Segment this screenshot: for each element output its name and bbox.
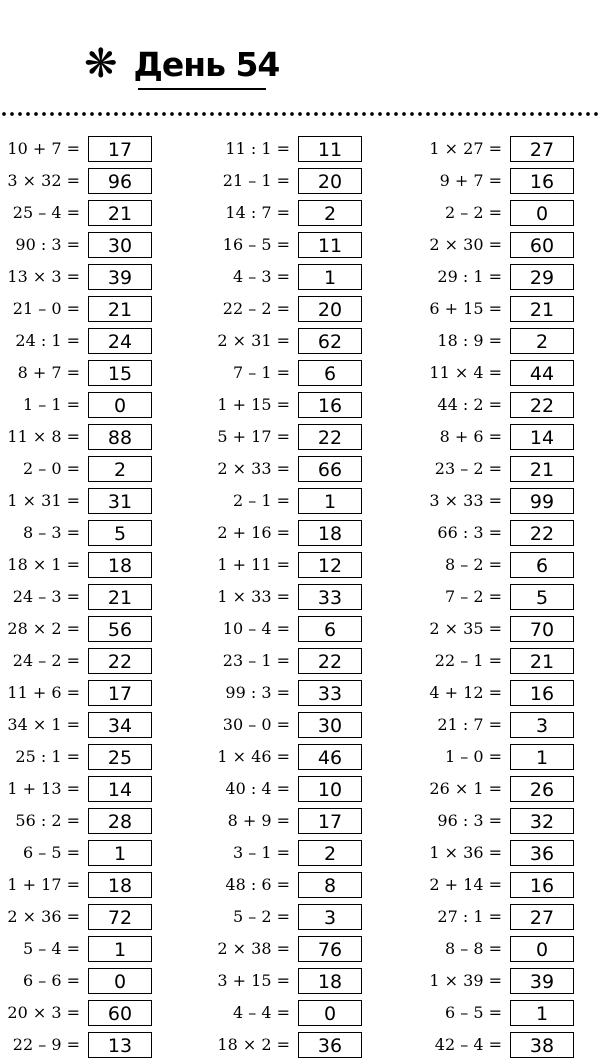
exercise-row — [0, 968, 152, 1000]
exercise-expression: 14 : 7 = — [225, 203, 290, 222]
exercise-row — [0, 616, 152, 648]
exercise-column-3 — [422, 136, 574, 1064]
exercise-row — [422, 136, 574, 168]
exercise-expression: 8 – 3 = — [22, 523, 80, 542]
exercise-expression: 10 – 4 = — [222, 619, 290, 638]
exercise-row — [422, 680, 574, 712]
answer-box[interactable]: 88 — [88, 424, 152, 450]
exercise-expression: 1 × 27 = — [429, 139, 502, 158]
exercise-expression: 28 × 2 = — [7, 619, 80, 638]
exercise-expression: 29 : 1 = — [437, 267, 502, 286]
answer-box[interactable]: 1 — [88, 840, 152, 866]
exercise-row — [0, 232, 152, 264]
exercise-row — [422, 808, 574, 840]
exercise-expression: 1 × 33 = — [217, 587, 290, 606]
exercise-row — [422, 520, 574, 552]
exercise-expression: 24 : 1 = — [15, 331, 80, 350]
exercise-expression: 99 : 3 = — [225, 683, 290, 702]
exercise-row — [422, 648, 574, 680]
exercise-row — [422, 712, 574, 744]
exercise-expression: 2 × 36 = — [7, 907, 80, 926]
exercise-row — [422, 1032, 574, 1064]
exercise-expression: 8 – 8 = — [444, 939, 502, 958]
exercise-expression: 11 × 8 = — [7, 427, 80, 446]
answer-box[interactable]: 18 — [88, 552, 152, 578]
exercise-row — [0, 584, 152, 616]
answer-box[interactable]: 99 — [510, 488, 574, 514]
answer-box[interactable]: 76 — [298, 936, 362, 962]
answer-box[interactable]: 36 — [298, 1032, 362, 1058]
answer-box[interactable]: 3 — [510, 712, 574, 738]
answer-box[interactable]: 21 — [510, 456, 574, 482]
exercise-expression: 8 + 9 = — [227, 811, 290, 830]
answer-box[interactable]: 16 — [510, 680, 574, 706]
exercise-row — [422, 232, 574, 264]
exercise-row — [210, 712, 362, 744]
answer-box[interactable]: 28 — [88, 808, 152, 834]
exercise-expression: 5 – 4 = — [22, 939, 80, 958]
exercise-row — [210, 456, 362, 488]
answer-box[interactable]: 6 — [298, 616, 362, 642]
answer-box[interactable]: 33 — [298, 584, 362, 610]
answer-box[interactable]: 60 — [510, 232, 574, 258]
exercise-row — [0, 936, 152, 968]
exercise-row — [210, 200, 362, 232]
answer-box[interactable]: 22 — [298, 648, 362, 674]
exercise-expression: 40 : 4 = — [225, 779, 290, 798]
answer-box[interactable]: 17 — [88, 680, 152, 706]
answer-box[interactable]: 17 — [88, 136, 152, 162]
exercise-expression: 2 × 35 = — [429, 619, 502, 638]
exercise-expression: 96 : 3 = — [437, 811, 502, 830]
answer-box[interactable]: 0 — [88, 968, 152, 994]
answer-box[interactable]: 10 — [298, 776, 362, 802]
exercise-row — [422, 200, 574, 232]
exercise-row — [0, 200, 152, 232]
exercise-expression: 24 – 2 = — [12, 651, 80, 670]
answer-box[interactable]: 0 — [510, 936, 574, 962]
exercise-expression: 4 – 4 = — [232, 1003, 290, 1022]
exercise-row — [210, 584, 362, 616]
answer-box[interactable]: 18 — [88, 872, 152, 898]
answer-box[interactable]: 12 — [298, 552, 362, 578]
exercise-row — [422, 968, 574, 1000]
exercise-row — [422, 584, 574, 616]
exercise-row — [210, 808, 362, 840]
exercise-row — [422, 904, 574, 936]
exercise-expression: 8 – 2 = — [444, 555, 502, 574]
exercise-expression: 18 × 1 = — [7, 555, 80, 574]
exercise-row — [210, 520, 362, 552]
exercise-row — [210, 328, 362, 360]
answer-box[interactable]: 21 — [88, 296, 152, 322]
exercise-row — [422, 872, 574, 904]
answer-box[interactable]: 66 — [298, 456, 362, 482]
answer-box[interactable]: 25 — [88, 744, 152, 770]
answer-box[interactable]: 8 — [298, 872, 362, 898]
exercise-expression: 21 – 1 = — [222, 171, 290, 190]
answer-box[interactable]: 0 — [88, 392, 152, 418]
answer-box[interactable]: 30 — [88, 232, 152, 258]
exercise-expression: 4 – 3 = — [232, 267, 290, 286]
exercise-expression: 7 – 2 = — [444, 587, 502, 606]
answer-box[interactable]: 21 — [88, 584, 152, 610]
answer-box[interactable]: 31 — [88, 488, 152, 514]
answer-box[interactable]: 38 — [510, 1032, 574, 1058]
answer-box[interactable]: 16 — [298, 392, 362, 418]
answer-box[interactable]: 16 — [510, 872, 574, 898]
exercise-row — [422, 1000, 574, 1032]
exercise-row — [210, 488, 362, 520]
exercise-expression: 2 × 30 = — [429, 235, 502, 254]
exercise-expression: 9 + 7 = — [439, 171, 502, 190]
answer-box[interactable]: 36 — [510, 840, 574, 866]
exercise-expression: 1 – 0 = — [444, 747, 502, 766]
exercise-row — [422, 840, 574, 872]
exercise-row — [210, 744, 362, 776]
answer-box[interactable]: 60 — [88, 1000, 152, 1026]
exercise-row — [210, 136, 362, 168]
page-title: День 54 — [133, 44, 280, 84]
answer-box[interactable]: 72 — [88, 904, 152, 930]
answer-box[interactable]: 26 — [510, 776, 574, 802]
exercise-expression: 8 + 7 = — [17, 363, 80, 382]
answer-box[interactable]: 1 — [298, 488, 362, 514]
exercise-expression: 3 × 33 = — [429, 491, 502, 510]
exercise-expression: 1 × 39 = — [429, 971, 502, 990]
exercise-row — [210, 968, 362, 1000]
answer-box[interactable]: 56 — [88, 616, 152, 642]
exercise-row — [210, 1032, 362, 1064]
exercise-row — [422, 488, 574, 520]
answer-box[interactable]: 17 — [298, 808, 362, 834]
exercise-row — [422, 264, 574, 296]
exercise-row — [422, 392, 574, 424]
exercise-expression: 3 + 15 = — [217, 971, 290, 990]
exercise-expression: 56 : 2 = — [15, 811, 80, 830]
exercise-row — [0, 456, 152, 488]
exercise-row — [210, 616, 362, 648]
exercise-expression: 66 : 3 = — [437, 523, 502, 542]
exercise-expression: 2 – 1 = — [232, 491, 290, 510]
answer-box[interactable]: 21 — [510, 296, 574, 322]
exercise-row — [210, 648, 362, 680]
answer-box[interactable]: 24 — [88, 328, 152, 354]
exercise-row — [210, 296, 362, 328]
exercise-row — [0, 520, 152, 552]
exercise-expression: 18 × 2 = — [217, 1035, 290, 1054]
answer-box[interactable]: 20 — [298, 168, 362, 194]
exercise-row — [422, 552, 574, 584]
exercise-expression: 21 : 7 = — [437, 715, 502, 734]
exercise-expression: 34 × 1 = — [7, 715, 80, 734]
answer-box[interactable]: 20 — [298, 296, 362, 322]
answer-box[interactable]: 1 — [510, 744, 574, 770]
exercise-row — [0, 776, 152, 808]
answer-box[interactable]: 62 — [298, 328, 362, 354]
exercise-expression: 24 – 3 = — [12, 587, 80, 606]
exercise-expression: 5 – 2 = — [232, 907, 290, 926]
exercise-row — [210, 168, 362, 200]
answer-box[interactable]: 70 — [510, 616, 574, 642]
exercise-expression: 2 – 0 = — [22, 459, 80, 478]
exercise-expression: 2 × 38 = — [217, 939, 290, 958]
exercise-expression: 16 – 5 = — [222, 235, 290, 254]
exercise-row — [0, 840, 152, 872]
exercise-row — [0, 872, 152, 904]
exercise-expression: 2 – 2 = — [444, 203, 502, 222]
answer-box[interactable]: 27 — [510, 136, 574, 162]
exercise-expression: 2 + 16 = — [217, 523, 290, 542]
exercise-row — [210, 776, 362, 808]
exercise-row — [0, 1032, 152, 1064]
exercise-expression: 1 + 15 = — [217, 395, 290, 414]
answer-box[interactable]: 14 — [88, 776, 152, 802]
exercise-row — [0, 712, 152, 744]
exercise-expression: 2 × 33 = — [217, 459, 290, 478]
answer-box[interactable]: 34 — [88, 712, 152, 738]
exercise-row — [210, 1000, 362, 1032]
exercise-row — [422, 936, 574, 968]
exercise-row — [0, 392, 152, 424]
answer-box[interactable]: 3 — [298, 904, 362, 930]
exercise-expression: 25 : 1 = — [15, 747, 80, 766]
answer-box[interactable]: 33 — [298, 680, 362, 706]
exercise-expression: 1 + 13 = — [7, 779, 80, 798]
exercise-row — [422, 296, 574, 328]
answer-box[interactable]: 6 — [298, 360, 362, 386]
answer-box[interactable]: 2 — [298, 840, 362, 866]
exercise-expression: 3 – 1 = — [232, 843, 290, 862]
exercise-expression: 2 + 14 = — [429, 875, 502, 894]
answer-box[interactable]: 1 — [88, 936, 152, 962]
exercise-column-1 — [0, 136, 152, 1064]
answer-box[interactable]: 5 — [88, 520, 152, 546]
exercise-row — [210, 392, 362, 424]
answer-box[interactable]: 21 — [510, 648, 574, 674]
exercise-expression: 11 × 4 = — [429, 363, 502, 382]
answer-box[interactable]: 30 — [298, 712, 362, 738]
page-header — [84, 36, 279, 92]
exercise-column-2 — [210, 136, 362, 1064]
exercise-expression: 8 + 6 = — [439, 427, 502, 446]
answer-box[interactable]: 2 — [298, 200, 362, 226]
answer-box[interactable]: 22 — [510, 520, 574, 546]
exercise-row — [0, 1000, 152, 1032]
answer-box[interactable]: 14 — [510, 424, 574, 450]
exercise-expression: 10 + 7 = — [7, 139, 80, 158]
exercise-expression: 1 + 17 = — [7, 875, 80, 894]
exercise-row — [422, 168, 574, 200]
exercise-expression: 42 – 4 = — [434, 1035, 502, 1054]
exercise-expression: 5 + 17 = — [217, 427, 290, 446]
exercise-expression: 30 – 0 = — [222, 715, 290, 734]
answer-box[interactable]: 29 — [510, 264, 574, 290]
exercise-expression: 23 – 2 = — [434, 459, 502, 478]
exercise-row — [210, 904, 362, 936]
exercise-expression: 27 : 1 = — [437, 907, 502, 926]
exercise-expression: 1 – 1 = — [22, 395, 80, 414]
dotted-divider — [0, 111, 599, 117]
answer-box[interactable]: 6 — [510, 552, 574, 578]
exercise-expression: 26 × 1 = — [429, 779, 502, 798]
answer-box[interactable]: 13 — [88, 1032, 152, 1058]
answer-box[interactable]: 44 — [510, 360, 574, 386]
answer-box[interactable]: 96 — [88, 168, 152, 194]
exercise-expression: 1 + 11 = — [217, 555, 290, 574]
exercise-row — [422, 328, 574, 360]
answer-box[interactable]: 0 — [298, 1000, 362, 1026]
exercise-row — [0, 136, 152, 168]
exercise-row — [422, 360, 574, 392]
exercise-expression: 1 × 31 = — [7, 491, 80, 510]
exercise-expression: 22 – 9 = — [12, 1035, 80, 1054]
exercise-row — [0, 296, 152, 328]
exercise-expression: 6 + 15 = — [429, 299, 502, 318]
exercise-row — [0, 360, 152, 392]
exercise-row — [210, 840, 362, 872]
title-underline — [138, 88, 266, 90]
answer-box[interactable]: 27 — [510, 904, 574, 930]
exercise-row — [0, 488, 152, 520]
exercise-row — [0, 264, 152, 296]
exercise-row — [422, 456, 574, 488]
exercise-expression: 44 : 2 = — [437, 395, 502, 414]
exercise-row — [210, 232, 362, 264]
exercise-row — [210, 936, 362, 968]
exercise-row — [210, 264, 362, 296]
exercise-row — [0, 168, 152, 200]
answer-box[interactable]: 15 — [88, 360, 152, 386]
answer-box[interactable]: 32 — [510, 808, 574, 834]
exercise-row — [0, 424, 152, 456]
exercise-row — [210, 424, 362, 456]
exercise-expression: 20 × 3 = — [7, 1003, 80, 1022]
exercise-row — [210, 680, 362, 712]
exercise-expression: 18 : 9 = — [437, 331, 502, 350]
answer-box[interactable]: 2 — [510, 328, 574, 354]
exercise-row — [422, 616, 574, 648]
answer-box[interactable]: 11 — [298, 136, 362, 162]
snowflake-asterisk-icon: ❋ — [84, 41, 118, 87]
exercise-row — [210, 360, 362, 392]
exercise-row — [0, 680, 152, 712]
answer-box[interactable]: 16 — [510, 168, 574, 194]
exercise-row — [422, 744, 574, 776]
answer-box[interactable]: 22 — [298, 424, 362, 450]
answer-box[interactable]: 22 — [510, 392, 574, 418]
exercise-row — [422, 424, 574, 456]
exercise-expression: 48 : 6 = — [225, 875, 290, 894]
exercise-row — [0, 744, 152, 776]
answer-box[interactable]: 5 — [510, 584, 574, 610]
answer-box[interactable]: 0 — [510, 200, 574, 226]
answer-box[interactable]: 11 — [298, 232, 362, 258]
exercise-row — [0, 808, 152, 840]
exercise-expression: 2 × 31 = — [217, 331, 290, 350]
exercise-row — [0, 904, 152, 936]
answer-box[interactable]: 46 — [298, 744, 362, 770]
exercise-expression: 6 – 5 = — [22, 843, 80, 862]
answer-box[interactable]: 1 — [298, 264, 362, 290]
exercise-row — [0, 648, 152, 680]
answer-box[interactable]: 1 — [510, 1000, 574, 1026]
exercise-expression: 11 : 1 = — [225, 139, 290, 158]
exercise-expression: 11 + 6 = — [7, 683, 80, 702]
exercise-expression: 23 – 1 = — [222, 651, 290, 670]
exercise-expression: 7 – 1 = — [232, 363, 290, 382]
exercise-expression: 22 – 2 = — [222, 299, 290, 318]
answer-box[interactable]: 18 — [298, 968, 362, 994]
answer-box[interactable]: 22 — [88, 648, 152, 674]
answer-box[interactable]: 2 — [88, 456, 152, 482]
exercise-expression: 6 – 5 = — [444, 1003, 502, 1022]
exercise-expression: 1 × 46 = — [217, 747, 290, 766]
exercise-row — [422, 776, 574, 808]
answer-box[interactable]: 18 — [298, 520, 362, 546]
exercise-expression: 6 – 6 = — [22, 971, 80, 990]
exercise-row — [210, 872, 362, 904]
exercise-expression: 4 + 12 = — [429, 683, 502, 702]
answer-box[interactable]: 21 — [88, 200, 152, 226]
exercise-expression: 90 : 3 = — [15, 235, 80, 254]
exercise-row — [210, 552, 362, 584]
exercise-row — [0, 552, 152, 584]
exercise-expression: 22 – 1 = — [434, 651, 502, 670]
exercise-row — [0, 328, 152, 360]
exercise-expression: 13 × 3 = — [7, 267, 80, 286]
exercise-expression: 3 × 32 = — [7, 171, 80, 190]
exercise-expression: 1 × 36 = — [429, 843, 502, 862]
exercise-expression: 25 – 4 = — [12, 203, 80, 222]
exercise-expression: 21 – 0 = — [12, 299, 80, 318]
answer-box[interactable]: 39 — [88, 264, 152, 290]
answer-box[interactable]: 39 — [510, 968, 574, 994]
